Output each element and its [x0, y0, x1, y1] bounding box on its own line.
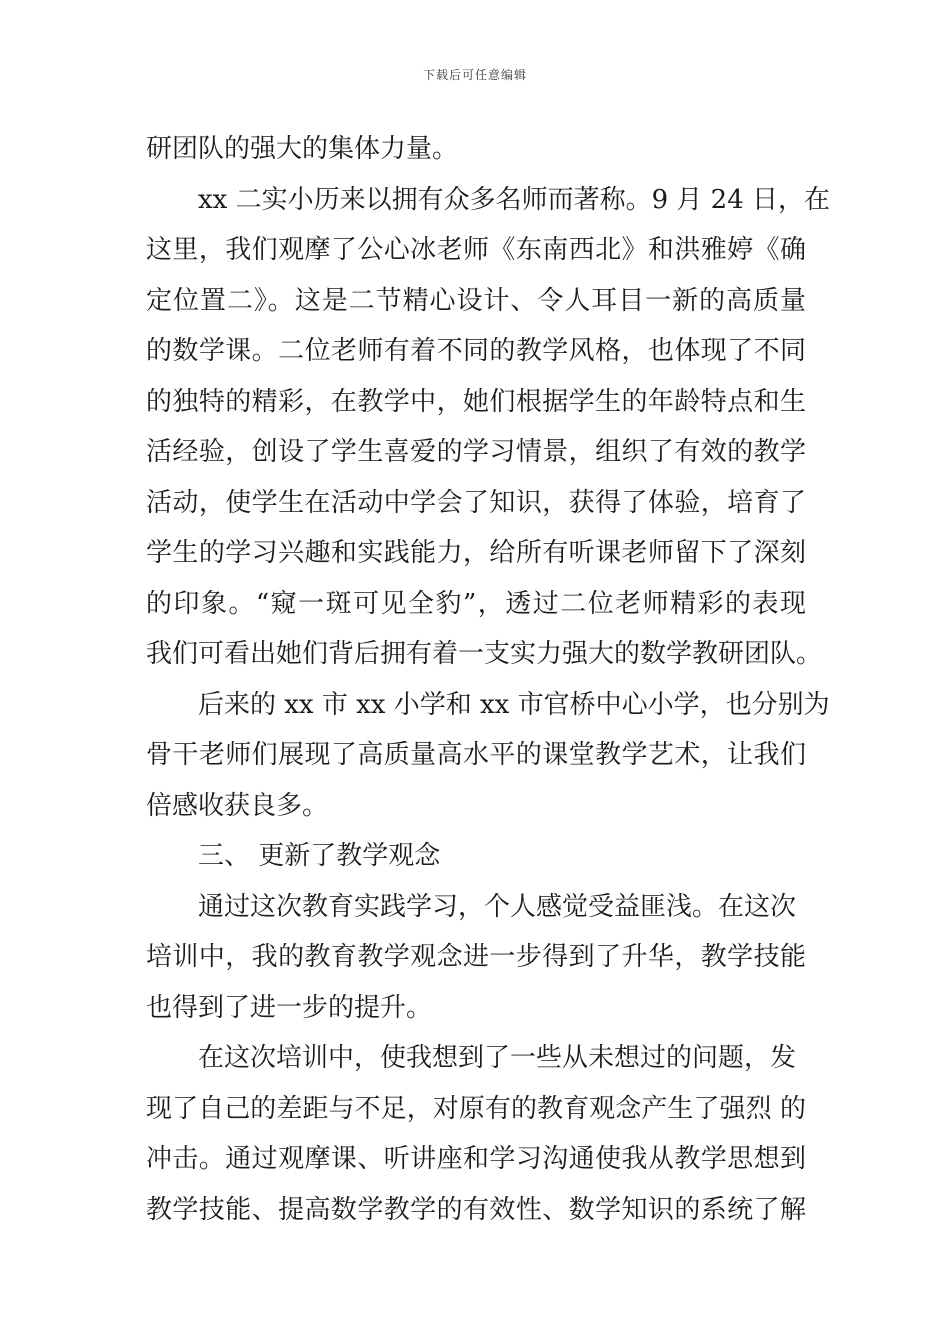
paragraph-first-line: 通过这次教育实践学习，个人感觉受益匪浅。在这次	[198, 891, 797, 922]
text-line: 现了自己的差距与不足，对原有的教育观念产生了强烈 的	[146, 1093, 806, 1124]
text-line: 培训中，我的教育教学观念进一步得到了升华，教学技能	[146, 942, 806, 972]
text-line: 定位置二》。这是二节精心设计、令人耳目一新的高质量	[146, 285, 806, 316]
text-line: 的印象。“窥一斑可见全豹”，透过二位老师精彩的表现	[146, 588, 806, 619]
text-line: 这里，我们观摩了公心冰老师《东南西北》和洪雅婷《确	[146, 235, 806, 265]
text-line: 骨干老师们展现了高质量高水平的课堂教学艺术，让我们	[146, 740, 806, 770]
text-line: 的独特的精彩，在教学中，她们根据学生的年龄特点和生	[146, 386, 806, 417]
paragraph-first-line: 在这次培训中，使我想到了一些从未想过的问题，发	[198, 1043, 797, 1073]
text-line: 冲击。通过观摩课、听讲座和学习沟通使我从教学思想到	[146, 1144, 806, 1174]
text-line: 活经验，创设了学生喜爱的学习情景，组织了有效的教学	[146, 437, 806, 467]
paragraph-first-line: 后来的 xx 市 xx 小学和 xx 市官桥中心小学，也分别为	[198, 689, 830, 720]
text-line: 活动，使学生在活动中学会了知识，获得了体验，培育了	[146, 487, 806, 518]
text-line: 学生的学习兴趣和实践能力，给所有听课老师留下了深刻	[146, 538, 806, 568]
text-line: 研团队的强大的集体力量。	[146, 134, 459, 164]
body-text	[146, 124, 831, 1235]
header-note: 下载后可任意编辑	[422, 68, 527, 82]
text-line: 教学技能、提高数学教学的有效性、数学知识的系统了解	[146, 1194, 806, 1225]
text-line: 的数学课。二位老师有着不同的教学风格，也体现了不同	[146, 336, 806, 366]
text-line: 倍感收获良多。	[146, 790, 329, 821]
text-line: 也得到了进一步的提升。	[146, 992, 433, 1023]
section-heading: 三、 更新了教学观念	[198, 841, 441, 871]
text-line: 我们可看出她们背后拥有着一支实力强大的数学教研团队。	[146, 639, 823, 669]
paragraph-first-line: xx 二实小历来以拥有众多名师而著称。9 月 24 日，在	[198, 184, 831, 215]
